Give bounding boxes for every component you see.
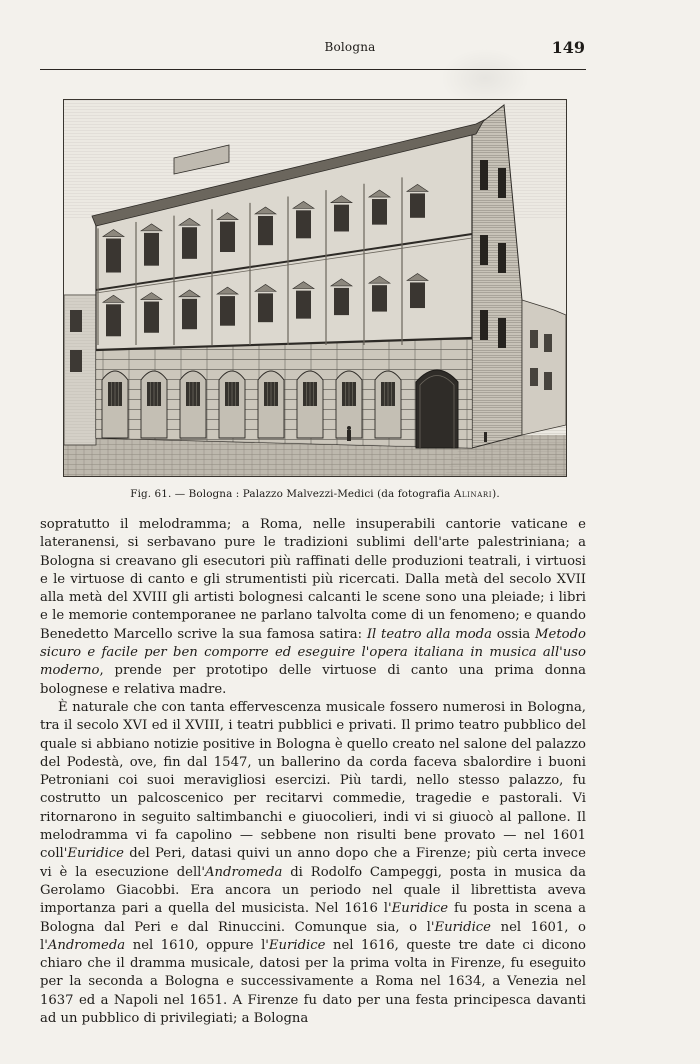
italic-title: Euridice: [434, 919, 491, 935]
text-run: del Peri, datasi quivi un anno dopo che a Firenze; più certa invece vi è la esecuzione dell': [40, 846, 586, 880]
window: [182, 299, 197, 329]
side-window: [480, 310, 488, 340]
paragraph-2: [40, 699, 586, 1028]
window: [258, 216, 273, 245]
text-run: nel 1601, o l': [40, 919, 586, 953]
window: [258, 293, 273, 322]
window: [296, 291, 311, 319]
window: [372, 199, 387, 225]
window: [372, 285, 387, 311]
italic-title: Andromeda: [47, 937, 126, 953]
figure-caption: [0, 488, 630, 500]
caption-closing: ).: [492, 488, 500, 500]
window: [144, 302, 159, 333]
text-run: sopratutto il melodramma; a Roma, nelle insuperabili cantorie vaticane e lateranensi, si serbavano pure le tradizioni sublimi dell'arte palestriniana; a Bologna si creavano gli esecutori più raffinati delle produzioni teatrali, i virtuosi e le virtuose di canto e gli strumentisti più ricercati. Dalla metà del secolo XVII alla metà del XVIII gli artisti bolognesi calcanti le scene sono una pleiade; i libri e le memorie contemporanee ne parlano talvolta come di un fenomeno; e quando Benedetto Marcello scrive la sua famosa satira:: [40, 517, 586, 642]
text-run: ossia: [491, 626, 536, 642]
window: [410, 193, 425, 217]
italic-title: Andromeda: [205, 864, 283, 880]
italic-title: Euridice: [268, 937, 326, 953]
text-run: , prende per prototipo delle virtuose di canto una prima donna bolognese e relativa madre.: [40, 663, 586, 697]
text-run: di Rodolfo Campeggi, posta in musica da Gerolamo Giacobbi. Era ancora un periodo nel quale il librettista aveva importanza pari a quella del musicista. Nel 1616 l': [40, 864, 586, 917]
text-run: È naturale che con tanta effervescenza musicale fossero numerosi in Bologna, tra il secolo XVI ed il XVIII, i teatri pubblici e privati. Il primo teatro pubblico del quale si abbiano notizie positive in Bologna è quello creato nel salone del palazzo del Podestà, ove, fin dal 1547, un ballerino da corda faceva sbalordire i buoni Petroniani coi suoi meravigliosi esercizi. Più tardi, nello stesso palazzo, fu costrutto un palcoscenico per recitarvi commedie, tragedie e pastorali. Vi ritornarono in seguito saltimbanchi e giuocolieri, indi vi si giuocò al pallone. Il melodramma vi fa capolino — sebbene non risulti bene provato — nel 1601 coll': [40, 699, 586, 862]
window: [106, 304, 121, 336]
side-window: [498, 168, 506, 198]
window: [220, 296, 235, 326]
caption-credit: Alinari: [453, 488, 493, 500]
italic-title: Euridice: [67, 846, 124, 862]
text-run: nel 1616, queste tre date ci dicono chiaro che il dramma musicale, datosi per la prima volta in Firenze, fu eseguito per la seconda a Bologna e successivamente a Roma nel 1634, a Venezia nel 1637 ed a Napoli nel 1651. A Firenze fu dato per una festa principesca davanti ad un pubblico di privilegiati; a Bologna: [40, 937, 586, 1027]
window: [334, 205, 349, 232]
window: [106, 239, 121, 273]
window: [410, 282, 425, 308]
window: [144, 233, 159, 266]
window: [182, 227, 197, 259]
window: [296, 210, 311, 238]
running-title: Bologna: [324, 40, 376, 54]
header-rule: [40, 69, 586, 70]
side-window: [498, 318, 506, 348]
body-text: [40, 516, 586, 1028]
window: [334, 288, 349, 315]
figure-engraving: [63, 99, 567, 477]
window: [220, 222, 235, 252]
caption-label: Fig. 61. — Bologna : Palazzo Malvezzi-Medici (da fotografia: [130, 488, 454, 500]
page-number: 149: [551, 38, 585, 57]
text-run: nel 1610, oppure l': [125, 937, 269, 953]
side-window: [480, 235, 488, 265]
side-window: [498, 243, 506, 273]
text-run: fu posta in scena a Bologna dal Peri e dal Rinuccini. Comunque sia, o l': [40, 901, 586, 935]
italic-title: Euridice: [391, 901, 449, 917]
italic-title: Metodo sicuro e facile per ben comporre ed eseguire l'opera italiana in musica all'uso moderno: [40, 626, 586, 679]
side-window: [480, 160, 488, 190]
paragraph-1: [40, 516, 586, 699]
italic-title: Il teatro alla moda: [366, 626, 492, 642]
palazzo-engraving: [64, 100, 566, 476]
